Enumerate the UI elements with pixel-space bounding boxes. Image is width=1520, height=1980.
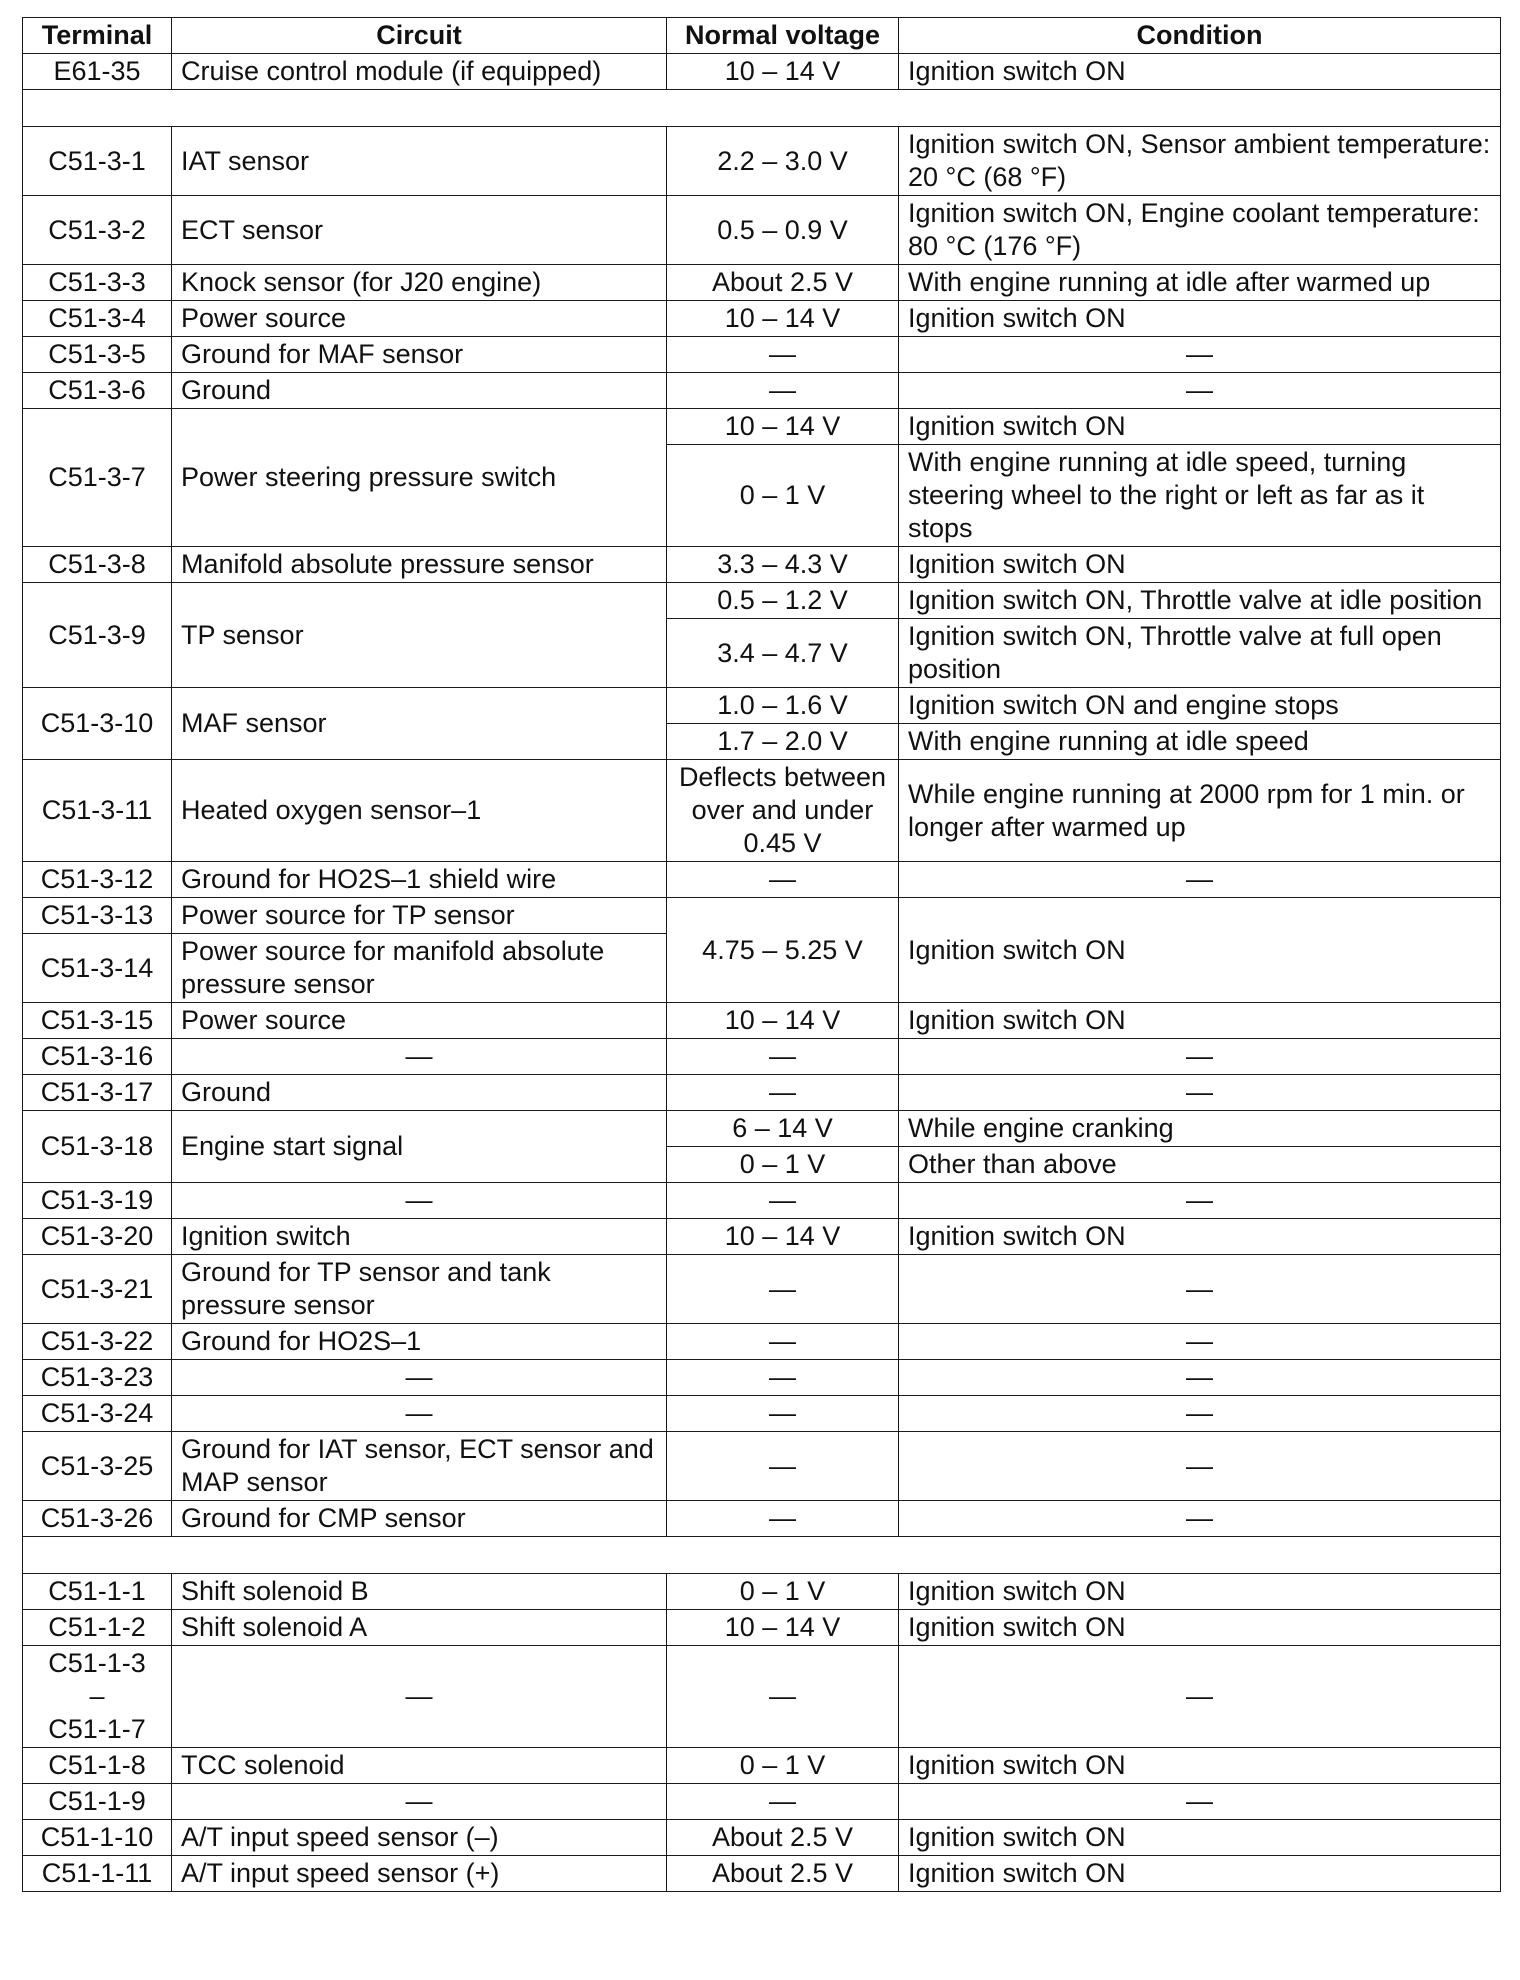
terminal-cell	[23, 1646, 172, 1748]
voltage-cell: 0 – 1 V	[667, 1748, 899, 1784]
spacer-cell	[23, 90, 1501, 127]
table-row	[23, 409, 1501, 445]
header-terminal: Terminal	[23, 18, 172, 54]
table-body	[23, 54, 1501, 1892]
terminal-cell: C51-3-7	[23, 409, 172, 547]
condition-cell: —	[899, 1075, 1501, 1111]
condition-cell: Ignition switch ON	[899, 1003, 1501, 1039]
terminal-cell: C51-1-11	[23, 1856, 172, 1892]
circuit-cell: Ground for CMP sensor	[172, 1501, 667, 1537]
terminal-cell: C51-3-14	[23, 934, 172, 1003]
condition-cell: Ignition switch ON	[899, 547, 1501, 583]
condition-cell: Ignition switch ON	[899, 1748, 1501, 1784]
table-row	[23, 127, 1501, 196]
circuit-cell: Manifold absolute pressure sensor	[172, 547, 667, 583]
table-row	[23, 1039, 1501, 1075]
circuit-cell: Power source	[172, 1003, 667, 1039]
circuit-cell: A/T input speed sensor (–)	[172, 1820, 667, 1856]
terminal-range-from: C51-1-3	[48, 1648, 146, 1678]
voltage-cell: 10 – 14 V	[667, 1003, 899, 1039]
terminal-voltage-table	[22, 17, 1501, 1892]
voltage-cell: 10 – 14 V	[667, 1610, 899, 1646]
circuit-cell: Ground for HO2S–1 shield wire	[172, 862, 667, 898]
circuit-cell: Cruise control module (if equipped)	[172, 54, 667, 90]
terminal-cell: C51-3-18	[23, 1111, 172, 1183]
table-row	[23, 1219, 1501, 1255]
voltage-cell: 10 – 14 V	[667, 1219, 899, 1255]
condition-cell: —	[899, 1360, 1501, 1396]
voltage-cell: 10 – 14 V	[667, 54, 899, 90]
terminal-cell: C51-3-9	[23, 583, 172, 688]
terminal-cell: C51-3-25	[23, 1432, 172, 1501]
circuit-cell: Knock sensor (for J20 engine)	[172, 265, 667, 301]
voltage-cell: 6 – 14 V	[667, 1111, 899, 1147]
table-row	[23, 1183, 1501, 1219]
table-row	[23, 1820, 1501, 1856]
voltage-cell: 2.2 – 3.0 V	[667, 127, 899, 196]
voltage-cell: Deflects between over and under 0.45 V	[667, 760, 899, 862]
condition-cell: Other than above	[899, 1147, 1501, 1183]
circuit-cell: Ground for TP sensor and tank pressure sensor	[172, 1255, 667, 1324]
condition-cell: Ignition switch ON	[899, 1610, 1501, 1646]
table-row	[23, 1255, 1501, 1324]
table-header	[23, 18, 1501, 54]
condition-cell: Ignition switch ON	[899, 301, 1501, 337]
voltage-cell: —	[667, 337, 899, 373]
voltage-cell: 1.7 – 2.0 V	[667, 724, 899, 760]
circuit-cell: Ground for IAT sensor, ECT sensor and MAP sensor	[172, 1432, 667, 1501]
circuit-cell: Power source for TP sensor	[172, 898, 667, 934]
terminal-cell: C51-3-5	[23, 337, 172, 373]
circuit-cell: Power steering pressure switch	[172, 409, 667, 547]
condition-cell: Ignition switch ON	[899, 1820, 1501, 1856]
voltage-cell: —	[667, 1396, 899, 1432]
condition-cell: Ignition switch ON	[899, 1219, 1501, 1255]
table-row	[23, 1432, 1501, 1501]
table-row	[23, 1360, 1501, 1396]
table-row	[23, 1646, 1501, 1748]
table-row	[23, 337, 1501, 373]
terminal-cell: C51-1-2	[23, 1610, 172, 1646]
voltage-cell: 0 – 1 V	[667, 445, 899, 547]
terminal-cell: C51-3-13	[23, 898, 172, 934]
condition-cell: —	[899, 1396, 1501, 1432]
voltage-cell: 10 – 14 V	[667, 409, 899, 445]
condition-cell: —	[899, 1432, 1501, 1501]
condition-cell: Ignition switch ON	[899, 898, 1501, 1003]
header-circuit: Circuit	[172, 18, 667, 54]
circuit-cell: A/T input speed sensor (+)	[172, 1856, 667, 1892]
circuit-cell: —	[172, 1360, 667, 1396]
condition-cell: —	[899, 1183, 1501, 1219]
voltage-cell: —	[667, 1255, 899, 1324]
terminal-cell: C51-3-26	[23, 1501, 172, 1537]
terminal-cell: C51-3-2	[23, 196, 172, 265]
header-row	[23, 18, 1501, 54]
terminal-cell: C51-3-15	[23, 1003, 172, 1039]
condition-cell: Ignition switch ON	[899, 54, 1501, 90]
circuit-cell: Ground	[172, 1075, 667, 1111]
voltage-cell: —	[667, 862, 899, 898]
condition-cell: —	[899, 373, 1501, 409]
condition-cell: While engine cranking	[899, 1111, 1501, 1147]
condition-cell: Ignition switch ON and engine stops	[899, 688, 1501, 724]
circuit-cell: —	[172, 1039, 667, 1075]
circuit-cell: Heated oxygen sensor–1	[172, 760, 667, 862]
circuit-cell: Ground for HO2S–1	[172, 1324, 667, 1360]
terminal-cell: C51-3-3	[23, 265, 172, 301]
table-row	[23, 760, 1501, 862]
table-row	[23, 301, 1501, 337]
spacer-row	[23, 1537, 1501, 1574]
condition-cell: Ignition switch ON, Throttle valve at full open position	[899, 619, 1501, 688]
condition-cell: With engine running at idle speed, turning steering wheel to the right or left as far as it stops	[899, 445, 1501, 547]
terminal-cell: C51-3-1	[23, 127, 172, 196]
terminal-cell: C51-3-12	[23, 862, 172, 898]
circuit-cell: Power source for manifold absolute pressure sensor	[172, 934, 667, 1003]
terminal-cell: C51-1-10	[23, 1820, 172, 1856]
table-row	[23, 1856, 1501, 1892]
condition-cell: With engine running at idle speed	[899, 724, 1501, 760]
condition-cell: —	[899, 1784, 1501, 1820]
circuit-cell: ECT sensor	[172, 196, 667, 265]
circuit-cell: —	[172, 1784, 667, 1820]
voltage-cell: 4.75 – 5.25 V	[667, 898, 899, 1003]
voltage-cell: 1.0 – 1.6 V	[667, 688, 899, 724]
voltage-cell: —	[667, 1646, 899, 1748]
terminal-cell: C51-1-1	[23, 1574, 172, 1610]
terminal-cell: C51-3-22	[23, 1324, 172, 1360]
table-row	[23, 898, 1501, 934]
condition-cell: —	[899, 1646, 1501, 1748]
voltage-cell: 10 – 14 V	[667, 301, 899, 337]
voltage-cell: —	[667, 1784, 899, 1820]
terminal-cell: C51-3-19	[23, 1183, 172, 1219]
terminal-cell: C51-3-4	[23, 301, 172, 337]
circuit-cell: —	[172, 1646, 667, 1748]
circuit-cell: TCC solenoid	[172, 1748, 667, 1784]
terminal-cell: C51-3-8	[23, 547, 172, 583]
table-row	[23, 688, 1501, 724]
voltage-cell: —	[667, 1039, 899, 1075]
terminal-cell: C51-3-16	[23, 1039, 172, 1075]
condition-cell: —	[899, 1501, 1501, 1537]
voltage-cell: —	[667, 1075, 899, 1111]
table-row	[23, 583, 1501, 619]
table-row	[23, 1501, 1501, 1537]
voltage-cell: 0.5 – 1.2 V	[667, 583, 899, 619]
circuit-cell: Ground for MAF sensor	[172, 337, 667, 373]
table-row	[23, 1748, 1501, 1784]
circuit-cell: Engine start signal	[172, 1111, 667, 1183]
circuit-cell: MAF sensor	[172, 688, 667, 760]
circuit-cell: Shift solenoid A	[172, 1610, 667, 1646]
terminal-cell: C51-3-21	[23, 1255, 172, 1324]
table-row	[23, 1574, 1501, 1610]
terminal-cell: C51-1-8	[23, 1748, 172, 1784]
table-row	[23, 265, 1501, 301]
condition-cell: Ignition switch ON	[899, 1856, 1501, 1892]
voltage-cell: —	[667, 1501, 899, 1537]
voltage-cell: About 2.5 V	[667, 265, 899, 301]
terminal-cell: C51-3-24	[23, 1396, 172, 1432]
table-row	[23, 862, 1501, 898]
terminal-cell: C51-3-10	[23, 688, 172, 760]
terminal-cell: C51-3-17	[23, 1075, 172, 1111]
condition-cell: While engine running at 2000 rpm for 1 min. or longer after warmed up	[899, 760, 1501, 862]
terminal-cell: C51-3-20	[23, 1219, 172, 1255]
terminal-range-to: C51-1-7	[48, 1714, 146, 1744]
condition-cell: With engine running at idle after warmed up	[899, 265, 1501, 301]
header-voltage: Normal voltage	[667, 18, 899, 54]
circuit-cell: IAT sensor	[172, 127, 667, 196]
table-row	[23, 1610, 1501, 1646]
table-row	[23, 1324, 1501, 1360]
condition-cell: —	[899, 1039, 1501, 1075]
condition-cell: Ignition switch ON, Throttle valve at idle position	[899, 583, 1501, 619]
voltage-cell: —	[667, 1324, 899, 1360]
table-row	[23, 1003, 1501, 1039]
table-row	[23, 373, 1501, 409]
terminal-range-separator: –	[89, 1681, 105, 1711]
table-row	[23, 1396, 1501, 1432]
terminal-voltage-sheet	[22, 17, 1500, 1892]
table-row	[23, 1111, 1501, 1147]
circuit-cell: TP sensor	[172, 583, 667, 688]
circuit-cell: Ground	[172, 373, 667, 409]
terminal-cell: C51-3-11	[23, 760, 172, 862]
condition-cell: —	[899, 1324, 1501, 1360]
condition-cell: —	[899, 862, 1501, 898]
voltage-cell: —	[667, 1432, 899, 1501]
circuit-cell: —	[172, 1396, 667, 1432]
voltage-cell: —	[667, 373, 899, 409]
voltage-cell: —	[667, 1360, 899, 1396]
condition-cell: Ignition switch ON	[899, 409, 1501, 445]
terminal-cell: C51-3-6	[23, 373, 172, 409]
voltage-cell: 0.5 – 0.9 V	[667, 196, 899, 265]
header-condition: Condition	[899, 18, 1501, 54]
table-row	[23, 1075, 1501, 1111]
terminal-cell: C51-3-23	[23, 1360, 172, 1396]
voltage-cell: 0 – 1 V	[667, 1574, 899, 1610]
circuit-cell: Power source	[172, 301, 667, 337]
voltage-cell: About 2.5 V	[667, 1820, 899, 1856]
condition-cell: Ignition switch ON, Sensor ambient temperature: 20 °C (68 °F)	[899, 127, 1501, 196]
circuit-cell: Shift solenoid B	[172, 1574, 667, 1610]
condition-cell: Ignition switch ON	[899, 1574, 1501, 1610]
circuit-cell: —	[172, 1183, 667, 1219]
table-row	[23, 547, 1501, 583]
condition-cell: —	[899, 337, 1501, 373]
voltage-cell: 0 – 1 V	[667, 1147, 899, 1183]
condition-cell: Ignition switch ON, Engine coolant temperature: 80 °C (176 °F)	[899, 196, 1501, 265]
condition-cell: —	[899, 1255, 1501, 1324]
voltage-cell: —	[667, 1183, 899, 1219]
table-row	[23, 196, 1501, 265]
voltage-cell: About 2.5 V	[667, 1856, 899, 1892]
terminal-cell: E61-35	[23, 54, 172, 90]
table-row	[23, 54, 1501, 90]
voltage-cell: 3.3 – 4.3 V	[667, 547, 899, 583]
spacer-row	[23, 90, 1501, 127]
spacer-cell	[23, 1537, 1501, 1574]
circuit-cell: Ignition switch	[172, 1219, 667, 1255]
terminal-cell: C51-1-9	[23, 1784, 172, 1820]
voltage-cell: 3.4 – 4.7 V	[667, 619, 899, 688]
table-row	[23, 1784, 1501, 1820]
